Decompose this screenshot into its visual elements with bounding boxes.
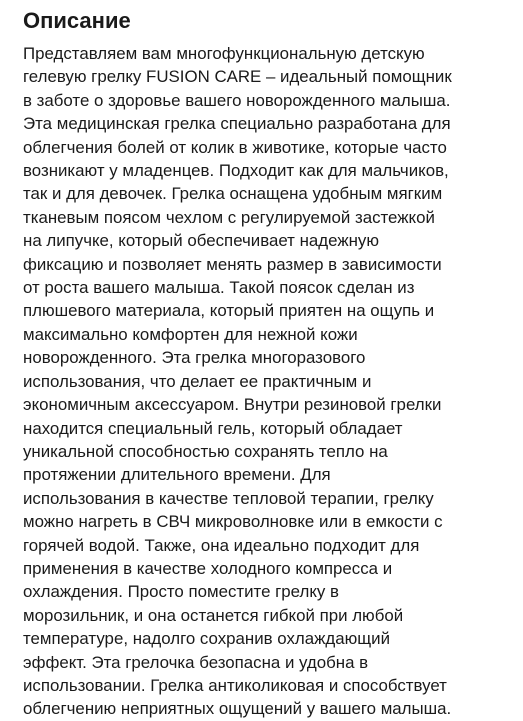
description-section <box>23 6 523 721</box>
description-text <box>23 42 523 721</box>
description-line: облегчению неприятных ощущений у вашего малыша. <box>23 699 452 719</box>
description-line: горячей водой. Также, она идеально подходит для <box>23 535 420 555</box>
description-line: Представляем вам многофункциональную детскую <box>23 44 425 63</box>
description-line: можно нагреть в СВЧ микроволновке или в емкости с <box>23 512 443 532</box>
description-line: новорожденного. Эта грелка многоразового <box>23 348 366 368</box>
description-line: так и для девочек. Грелка оснащена удобным мягким <box>23 184 443 204</box>
description-line: использования в качестве тепловой терапии, грелку <box>23 488 434 508</box>
description-line: охлаждения. Просто поместите грелку в <box>23 582 339 602</box>
description-line: плюшевого материала, который приятен на ощупь и <box>23 301 435 321</box>
description-line: эффект. Эта грелочка безопасна и удобна в <box>23 652 369 672</box>
description-line: максимально комфортен для нежной кожи <box>23 324 358 344</box>
description-line: Эта медицинская грелка специально разработана для <box>23 114 451 134</box>
description-line: облегчения болей от колик в животике, которые часто <box>23 137 447 157</box>
description-line: на липучке, который обеспечивает надежную <box>23 231 379 251</box>
description-line: экономичным аксессуаром. Внутри резиновой грелки <box>23 395 442 415</box>
description-line: протяжении длительного времени. Для <box>23 465 331 485</box>
description-line: в заботе о здоровье вашего новорожденного малыша. <box>23 90 451 110</box>
description-line: уникальной способностью сохранять тепло на <box>23 441 388 461</box>
description-line: от роста вашего малыша. Такой поясок сделан из <box>23 278 415 298</box>
description-line: находится специальный гель, который обладает <box>23 418 403 438</box>
description-line: морозильник, и она останется гибкой при любой <box>23 605 404 625</box>
description-line: использования, что делает ее практичным и <box>23 371 372 391</box>
description-line: использовании. Грелка антиколиковая и способствует <box>23 675 447 695</box>
description-line: температуре, надолго сохранив охлаждающий <box>23 629 391 649</box>
section-title: Описание <box>23 8 131 33</box>
description-line: фиксацию и позволяет менять размер в зависимости <box>23 254 442 274</box>
description-line: гелевую грелку FUSION CARE – идеальный помощник <box>23 67 452 87</box>
description-line: применения в качестве холодного компресса и <box>23 558 393 578</box>
description-line: тканевым поясом чехлом с регулируемой застежкой <box>23 207 435 227</box>
description-line: возникают у младенцев. Подходит как для мальчиков, <box>23 161 449 181</box>
